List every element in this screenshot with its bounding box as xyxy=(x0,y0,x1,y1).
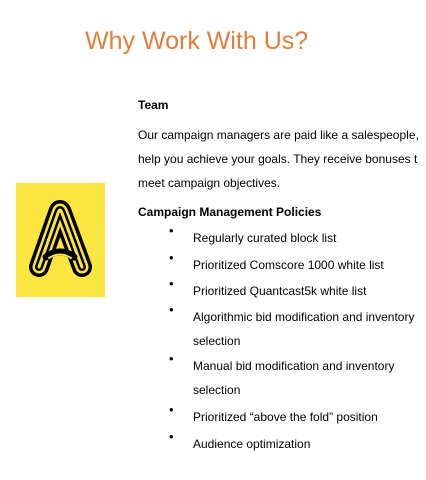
list-item-text: selection xyxy=(193,383,241,397)
company-logo xyxy=(16,183,105,297)
list-item-text: Audience optimization xyxy=(193,437,311,451)
bullet-icon: • xyxy=(169,402,174,417)
list-item-text: Manual bid modification and inventory xyxy=(193,359,395,373)
team-paragraph-line: help you achieve your goals. They receive bonuses t xyxy=(138,152,418,166)
list-item-text: Prioritized Quantcast5k white list xyxy=(193,284,367,298)
bullet-icon: • xyxy=(169,276,174,291)
list-item-text: Algorithmic bid modification and inventory xyxy=(193,310,415,324)
policies-heading: Campaign Management Policies xyxy=(138,205,322,219)
bullet-icon: • xyxy=(169,302,174,317)
bullet-icon: • xyxy=(169,250,174,265)
page-title: Why Work With Us? xyxy=(85,27,309,55)
team-heading: Team xyxy=(138,98,169,112)
list-item-text: Prioritized Comscore 1000 white list xyxy=(193,258,384,272)
list-item-text: Prioritized “above the fold” position xyxy=(193,410,378,424)
list-item-text: Regularly curated block list xyxy=(193,231,337,245)
team-paragraph-line: meet campaign objectives. xyxy=(138,176,281,190)
bullet-icon: • xyxy=(169,223,174,238)
bullet-icon: • xyxy=(169,351,174,366)
stylized-letter-a-logo-icon xyxy=(16,183,105,297)
bullet-icon: • xyxy=(169,429,174,444)
list-item-text: selection xyxy=(193,334,241,348)
team-paragraph-line: Our campaign managers are paid like a salespeople, xyxy=(138,128,419,142)
